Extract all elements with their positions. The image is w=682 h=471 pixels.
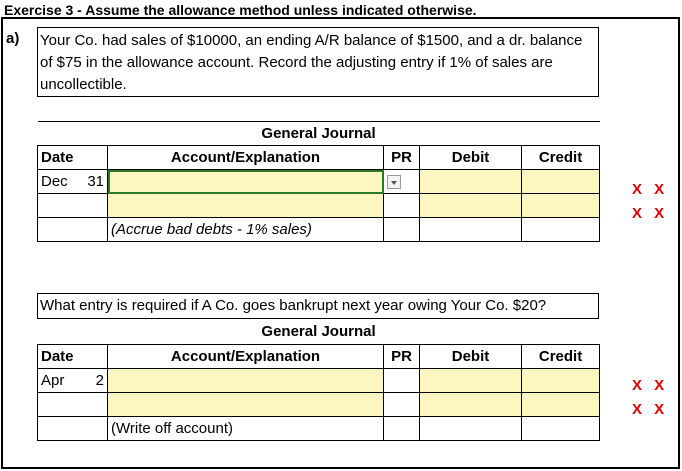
journal-1-account-input-1[interactable] [108,170,384,194]
journal-1-debit-header: Debit [420,146,522,170]
journal-1-date-header: Date [38,146,108,170]
journal-2-account-input-2[interactable] [108,392,384,416]
journal-1-debit-input-1[interactable] [420,170,522,194]
journal-1-credit-input-1[interactable] [522,170,600,194]
journal-1-date-cell-2 [38,194,108,218]
journal-2-date-cell [38,368,108,392]
general-journal-2 [37,320,600,441]
journal-1-title: General Journal [38,122,600,146]
journal-2-account-header: Account/Explanation [108,344,384,368]
journal-1-account-input-2[interactable] [108,194,384,218]
journal-2-title: General Journal [261,323,376,341]
journal-1-date-cell [38,170,108,194]
journal-1-pr-header: PR [384,146,420,170]
part-a-label: a) [6,30,20,47]
journal-2-debit-header: Debit [420,344,522,368]
journal-2-credit-input-2[interactable] [522,392,600,416]
journal-2-debit-input-2[interactable] [420,392,522,416]
incorrect-mark-icon: X X [632,377,669,394]
general-journal-1 [37,121,600,242]
journal-2-explanation: (Write off account) [108,416,384,440]
journal-2-debit-cell-3 [420,416,522,440]
part-a-question: Your Co. had sales of $10000, an ending A/R balance of $1500, and a dr. balance of $75 in the allowance account. Record the adjusting entry if 1% of sales are uncollectible. [37,27,599,97]
journal-1-date-cell-3 [38,218,108,242]
journal-2-date-day: 2 [95,371,104,389]
exercise-title: Exercise 3 - Assume the allowance method unless indicated otherwise. [4,2,477,18]
journal-1-date-day: 31 [87,173,104,190]
journal-2-pr-cell-1[interactable] [384,368,420,392]
journal-2-pr-cell-3 [384,416,420,440]
journal-2-pr-header: PR [384,344,420,368]
journal-2-date-cell-3 [38,416,108,440]
journal-2-account-input-1[interactable] [108,368,384,392]
journal-1-debit-cell-3 [420,218,522,242]
journal-1-pr-cell-1[interactable] [384,170,420,194]
journal-1-date-month: Dec [41,173,68,190]
journal-2-credit-cell-3 [522,416,600,440]
journal-2-debit-input-1[interactable] [420,368,522,392]
journal-1-pr-cell-3 [384,218,420,242]
incorrect-mark-icon: X X [632,401,669,418]
journal-2-date-header: Date [38,344,108,368]
journal-1-account-header: Account/Explanation [108,146,384,170]
journal-2-date-cell-2 [38,392,108,416]
journal-1-credit-cell-3 [522,218,600,242]
journal-1-credit-header: Credit [522,146,600,170]
journal-2-date-month: Apr [41,371,65,389]
dropdown-arrow-icon[interactable] [387,175,401,189]
journal-2-pr-cell-2[interactable] [384,392,420,416]
journal-2-credit-input-1[interactable] [522,368,600,392]
journal-1-pr-cell-2[interactable] [384,194,420,218]
journal-2-credit-header: Credit [522,344,600,368]
journal-1-debit-input-2[interactable] [420,194,522,218]
incorrect-mark-icon: X X [632,205,669,222]
journal-1-explanation: (Accrue bad debts - 1% sales) [108,218,384,242]
incorrect-mark-icon: X X [632,181,669,198]
journal-1-credit-input-2[interactable] [522,194,600,218]
question-2: What entry is required if A Co. goes bankrupt next year owing Your Co. $20? [37,293,599,319]
